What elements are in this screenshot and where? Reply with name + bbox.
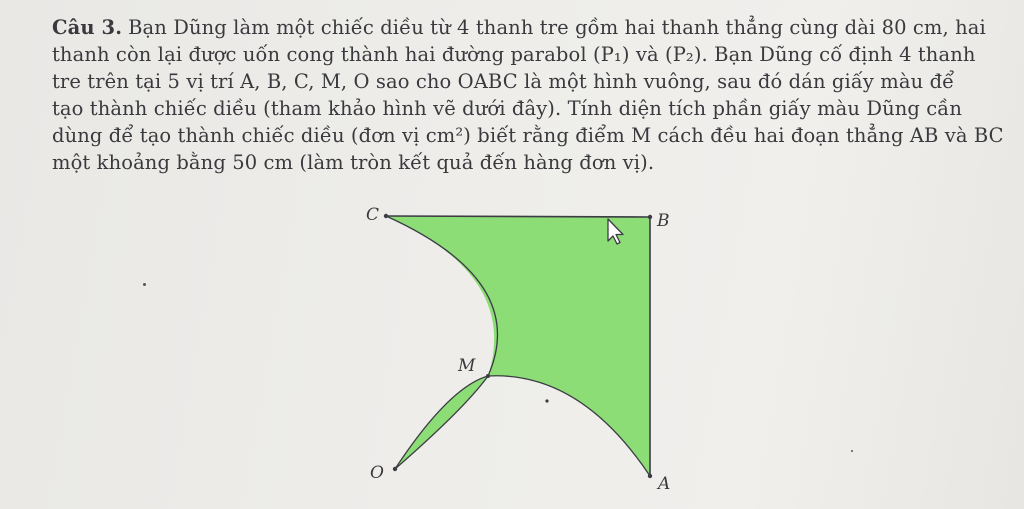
label-b: B <box>657 211 670 231</box>
problem-line-1 <box>52 14 1012 41</box>
point-b-dot <box>648 215 652 219</box>
point-m-dot <box>486 374 490 378</box>
problem-label: Câu 3. <box>52 16 123 39</box>
problem-line-6: một khoảng bằng 50 cm (làm tròn kết quả đến hàng đơn vị). <box>52 151 655 174</box>
label-m: M <box>458 356 476 376</box>
speck <box>851 450 853 452</box>
problem-text-1: Bạn Dũng làm một chiếc diều từ 4 thanh tre gồm hai thanh thẳng cùng dài 80 cm, hai <box>128 16 986 39</box>
label-a: A <box>658 474 671 494</box>
problem-line-2: thanh còn lại được uốn cong thành hai đường parabol (P₁) và (P₂). Bạn Dũng cố định 4 thanh <box>52 43 976 66</box>
problem-line-3: tre trên tại 5 vị trí A, B, C, M, O sao cho OABC là một hình vuông, sau đó dán giấy màu để <box>52 70 955 93</box>
kite-lower-paper-region <box>395 376 488 469</box>
label-o: O <box>370 463 384 483</box>
label-c: C <box>366 205 380 225</box>
point-a-dot <box>648 474 652 478</box>
bar-cb <box>386 216 650 217</box>
problem-statement <box>52 14 1012 176</box>
kite-figure <box>350 196 700 496</box>
problem-line-4: tạo thành chiếc diều (tham khảo hình vẽ dưới đây). Tính diện tích phần giấy màu Dũng cần <box>52 97 963 120</box>
point-c-dot <box>384 214 388 218</box>
point-o-dot <box>393 467 397 471</box>
problem-line-5: dùng để tạo thành chiếc diều (đơn vị cm²) biết rằng điểm M cách đều hai đoạn thẳng AB và BC <box>52 124 1004 147</box>
center-dot <box>545 399 548 402</box>
speck <box>143 283 146 286</box>
